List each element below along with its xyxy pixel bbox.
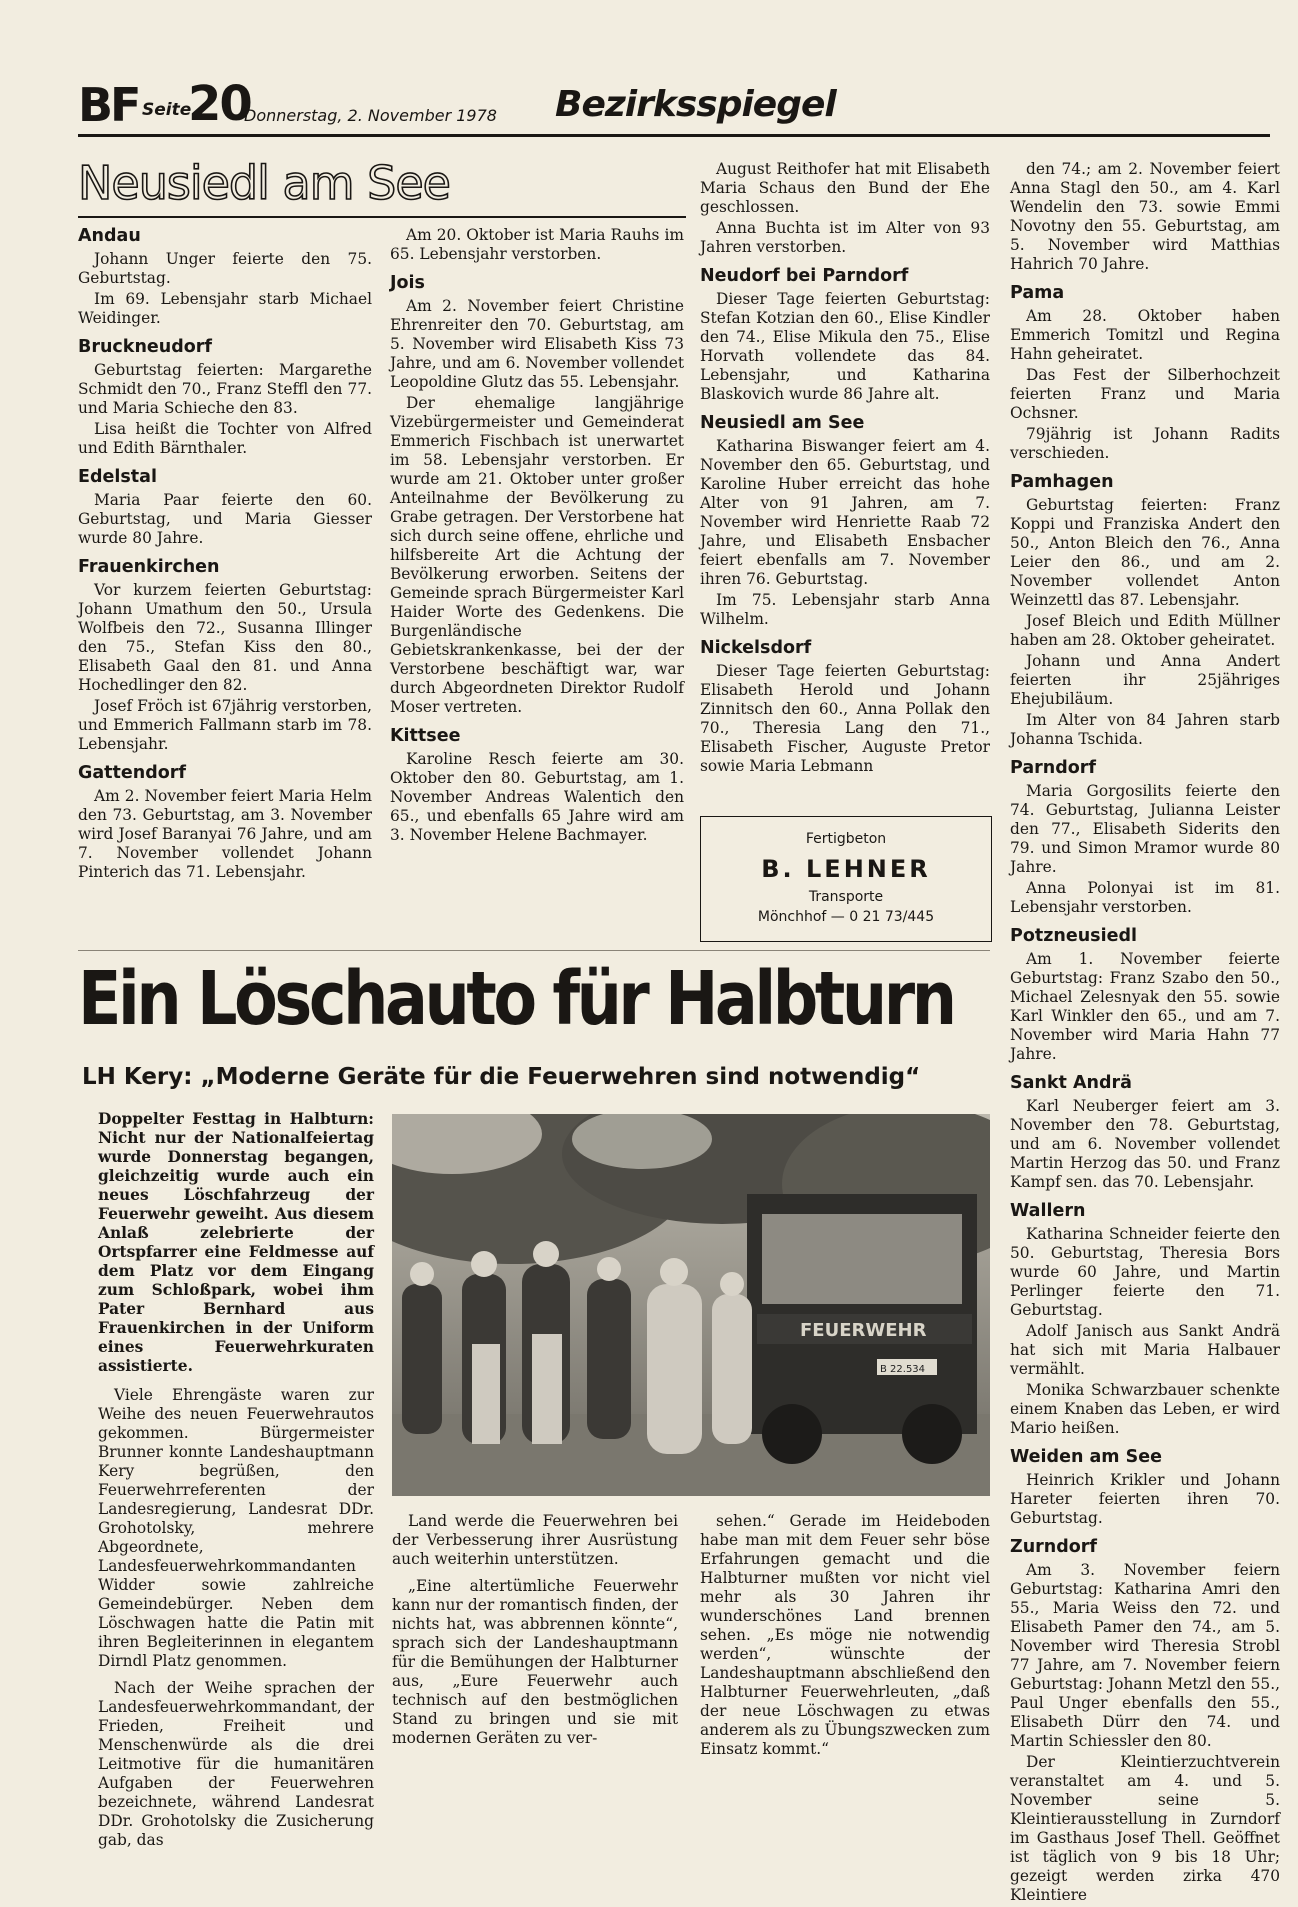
article-column-1-body [98, 1386, 374, 1850]
town-heading: Parndorf [1010, 758, 1097, 778]
news-column-1 [78, 226, 372, 884]
town-heading: Neusiedl am See [700, 413, 865, 433]
news-item: Am 2. November feiert Christine Ehrenreiter den 70. Geburtstag, am 5. November wird Elisabeth Kiss 73 Jahre, und am 6. November vollendet Leopoldine Glutz das 55. Lebensjahr. [390, 297, 684, 391]
article-rule [78, 950, 990, 951]
photo-truck-lettering: FEUERWEHR [800, 1320, 927, 1341]
town-heading: Weiden am See [1010, 1447, 1162, 1467]
news-item: Karl Neuberger feiert am 3. November den 78. Geburtstag, und am 6. November vollendet Martin Herzog das 50. und Franz Kampf sen. das 70. Lebensjahr. [1010, 1097, 1280, 1191]
news-item: Das Fest der Silberhochzeit feierten Franz und Maria Ochsner. [1010, 366, 1280, 422]
town-heading: Pamhagen [1010, 472, 1114, 492]
news-item: Vor kurzem feierten Geburtstag: Johann Umathum den 50., Ursula Wolfbeis den 72., Susanna Illinger den 75., Stefan Kiss den 80., Elisabeth Gaal den 81. und Anna Hochedlinger den 82. [78, 581, 372, 694]
section-title: Bezirksspiegel [555, 84, 836, 125]
town-heading: Jois [390, 273, 425, 293]
news-item: Adolf Janisch aus Sankt Andrä hat sich mit Maria Halbauer vermählt. [1010, 1322, 1280, 1378]
news-item: Lisa heißt die Tochter von Alfred und Edith Bärnthaler. [78, 420, 372, 457]
town-heading: Sankt Andrä [1010, 1073, 1132, 1093]
masthead: BF [78, 78, 139, 132]
page-word: Seite [142, 100, 192, 120]
news-item: Am 1. November feierte Geburtstag: Franz Szabo den 50., Michael Zelesnyak den 55. sowie Karl Winkler den 65., und am 7. November wird Maria Hahn 77 Jahre. [1010, 950, 1280, 1063]
ad-contact: Mönchhof — 0 21 73/445 [757, 909, 935, 925]
news-item: Karoline Resch feierte am 30. Oktober den 80. Geburtstag, am 1. November Andreas Walentich den 65., und ebenfalls 65 Jahre wird am 3. November Helene Bachmayer. [390, 750, 684, 844]
region-title: Neusiedl am See [78, 156, 450, 210]
article-photo [392, 1114, 990, 1496]
news-item: Josef Bleich und Edith Müllner haben am 28. Oktober geheiratet. [1010, 612, 1280, 649]
article-paragraph: Nach der Weihe sprachen der Landesfeuerwehrkommandant, der Frieden, Freiheit und Menschenwürde als die drei Leitmotive für die humanitären Aufgaben der Feuerwehren bezeichnete, während Landesrat DDr. Grohotolsky die Zusicherung gab, das [98, 1679, 374, 1849]
ad-line-3: Transporte [808, 889, 884, 905]
news-item: Katharina Schneider feierte den 50. Geburtstag, Theresia Bors wurde 60 Jahre, und Martin Perlinger feierte den 71. Geburtstag. [1010, 1225, 1280, 1319]
news-item: Anna Buchta ist im Alter von 93 Jahren verstorben. [700, 219, 990, 256]
town-heading: Edelstal [78, 467, 157, 487]
news-item: August Reithofer hat mit Elisabeth Maria Schaus den Bund der Ehe geschlossen. [700, 160, 990, 216]
town-heading: Zurndorf [1010, 1537, 1098, 1557]
news-item: Am 3. November feiern Geburtstag: Katharina Amri den 55., Maria Weiss den 72. und Elisabeth Pamer den 74., am 5. November wird Theresia Strobl 77 Jahre, am 7. November feiern Geburtstag: Johann Metzl den 55., Paul Unger ebenfalls den 55., Elisabeth Dürr den 74. und Martin Schiessler den 80. [1010, 1561, 1280, 1750]
article-column-3 [700, 1512, 990, 1767]
article-paragraph: „Eine altertümliche Feuerwehr kann nur der romantisch finden, der nichts hat, was abbrennen könnte“, sprach sich der Landeshauptmann für die Bemühungen der Halbturner aus, „Eure Feuerwehr auch technisch auf den bestmöglichen Stand zu bringen und sie mit modernen Geräten zu ver- [392, 1577, 678, 1747]
news-item: Im 69. Lebensjahr starb Michael Weidinger. [78, 290, 372, 327]
town-heading: Wallern [1010, 1201, 1086, 1221]
region-rule [78, 216, 686, 218]
news-item: Johann und Anna Andert feierten ihr 25jähriges Ehejubiläum. [1010, 652, 1280, 708]
article-paragraph: Land werde die Feuerwehren bei der Verbesserung ihrer Ausrüstung auch weiterhin unterstützen. [392, 1512, 678, 1568]
news-item: Dieser Tage feierten Geburtstag: Elisabeth Herold und Johann Zinnitsch den 60., Anna Pollak den 70., Theresia Lang den 71., Elisabeth Fischer, Auguste Pretor sowie Maria Lebmann [700, 662, 990, 775]
town-heading: Neudorf bei Parndorf [700, 266, 909, 286]
news-item: Heinrich Krikler und Johann Hareter feierten ihren 70. Geburtstag. [1010, 1471, 1280, 1527]
article-column-2 [392, 1512, 678, 1756]
header-rule [78, 134, 1270, 137]
article-paragraph: sehen.“ Gerade im Heideboden habe man mit dem Feuer sehr böse Erfahrungen gemacht und die Halbturner mußten vor nicht viel mehr als 30 Jahren ihr wunderschönes Land brennen sehen. „Es möge nie notwendig werden“, wünschte der Landeshauptmann abschließend den Halbturner Feuerwehrleuten, „daß der neue Löschwagen zu etwas anderem als zu Übungszwecken zum Einsatz kommt.“ [700, 1512, 990, 1758]
news-item: Anna Polonyai ist im 81. Lebensjahr verstorben. [1010, 879, 1280, 916]
news-item: Monika Schwarzbauer schenkte einem Knaben das Leben, er wird Mario heißen. [1010, 1381, 1280, 1437]
news-item: Geburtstag feierten: Franz Koppi und Franziska Andert den 50., Anton Bleich den 76., Anna Leier den 86., und am 2. November vollendet Anton Weinzettl das 87. Lebensjahr. [1010, 496, 1280, 609]
news-item: Katharina Biswanger feiert am 4. November den 65. Geburtstag, und Karoline Huber erreicht das hohe Alter von 91 Jahren, am 7. November wird Henriette Raab 72 Jahre, und Elisabeth Ensbacher feiert ebenfalls am 7. November ihren 76. Geburtstag. [700, 437, 990, 588]
advertisement-lehner [700, 816, 992, 942]
town-heading: Bruckneudorf [78, 337, 213, 357]
news-item: Josef Fröch ist 67jährig verstorben, und Emmerich Fallmann starb im 78. Lebensjahr. [78, 697, 372, 753]
news-item: Der Kleintierzuchtverein veranstaltet am 4. und 5. November seine 5. Kleintierausstellung in Zurndorf im Gasthaus Josef Thell. Geöffnet ist täglich von 9 bis 18 Uhr; gezeigt werden zirka 470 Kleintiere [1010, 1753, 1280, 1904]
news-item: Am 2. November feiert Maria Helm den 73. Geburtstag, am 3. November wird Josef Baranyai 76 Jahre, und am 7. November vollendet Johann Pinterich das 71. Lebensjahr. [78, 787, 372, 881]
news-column-2 [390, 226, 684, 847]
news-item: 79jährig ist Johann Radits verschieden. [1010, 425, 1280, 462]
news-item: Am 20. Oktober ist Maria Rauhs im 65. Lebensjahr verstorben. [390, 226, 684, 263]
news-item: Maria Paar feierte den 60. Geburtstag, und Maria Giesser wurde 80 Jahre. [78, 491, 372, 547]
news-item: Der ehemalige langjährige Vizebürgermeister und Gemeinderat Emmerich Fischbach ist unerwartet im 58. Lebensjahr verstorben. Er wurde am 21. Oktober unter großer Anteilnahme der Bevölkerung zu Grabe getragen. Der Verstorbene hat sich durch seine offene, ehrliche und hilfsbereite Art die Achtung der Bevölkerung erworben. Seitens der Gemeinde sprach Bürgermeister Karl Haider Worte des Gedenkens. Die Burgenländische Gebietskrankenkasse, bei der der Verstorbene beschäftigt war, war durch Abgeordneten Direktor Rudolf Moser vertreten. [390, 394, 684, 716]
article-paragraph: Viele Ehrengäste waren zur Weihe des neuen Feuerwehrautos gekommen. Bürgermeister Brunner konnte Landeshauptmann Kery begrüßen, den Feuerwehrreferenten der Landesregierung, Landesrat DDr. Grohotolsky, mehrere Abgeordnete, Landesfeuerwehrkommandanten Widder sowie zahlreiche Gemeindebürger. Neben dem Löschwagen hatte die Patin mit ihren Begleiterinnen in elegantem Dirndl Platz genommen. [98, 1386, 374, 1670]
news-item: den 74.; am 2. November feiert Anna Stagl den 50., am 4. Karl Wendelin den 73. sowie Emmi Novotny den 55. Geburtstag, am 5. November wird Matthias Hahrich 70 Jahre. [1010, 160, 1280, 273]
town-heading: Kittsee [390, 726, 461, 746]
news-item: Im 75. Lebensjahr starb Anna Wilhelm. [700, 591, 990, 628]
article-subhead: LH Kery: „Moderne Geräte für die Feuerwehren sind notwendig“ [82, 1064, 921, 1090]
town-heading: Andau [78, 226, 141, 246]
news-column-3 [700, 160, 990, 778]
photo-fire-truck-consecration [392, 1114, 990, 1496]
news-item: Johann Unger feierte den 75. Geburtstag. [78, 250, 372, 287]
news-item: Am 28. Oktober haben Emmerich Tomitzl und Regina Hahn geheiratet. [1010, 307, 1280, 363]
town-heading: Pama [1010, 283, 1065, 303]
photo-license-plate: B 22.534 [880, 1364, 926, 1375]
news-item: Im Alter von 84 Jahren starb Johanna Tschida. [1010, 711, 1280, 748]
town-heading: Gattendorf [78, 763, 187, 783]
news-item: Maria Gorgosilits feierte den 74. Geburtstag, Julianna Leister den 77., Elisabeth Siderits den 79. und Simon Mramor wurde 80 Jahre. [1010, 782, 1280, 876]
news-item: Dieser Tage feierten Geburtstag: Stefan Kotzian den 60., Elise Kindler den 74., Elise Mikula den 75., Elise Horvath vollendete das 84. Lebensjahr, und Katharina Blaskovich wurde 86 Jahre alt. [700, 290, 990, 403]
news-column-4 [1010, 160, 1280, 1907]
article-headline: Ein Löschauto für Halbturn [78, 956, 954, 1042]
issue-date: Donnerstag, 2. November 1978 [244, 106, 497, 125]
ad-line-1: Fertigbeton [805, 831, 887, 847]
article-lead: Doppelter Festtag in Halbturn: Nicht nur der Nationalfeiertag wurde Donnerstag begangen, gleichzeitig wurde auch ein neues Löschfahrzeug der Feuerwehr geweiht. Aus diesem Anlaß zelebrierte der Ortspfarrer eine Feldmesse auf dem Platz vor dem Eingang zum Schloßpark, wobei ihm Pater Bernhard aus Frauenkirchen in der Uniform eines Feuerwehrkuraten assistierte. [98, 1110, 374, 1375]
article-column-1 [98, 1110, 374, 1858]
page-number: 20 [188, 76, 251, 132]
ad-company: B. LEHNER [761, 855, 931, 883]
town-heading: Nickelsdorf [700, 638, 812, 658]
town-heading: Potzneusiedl [1010, 926, 1137, 946]
news-item: Geburtstag feierten: Margarethe Schmidt den 70., Franz Steffl den 77. und Maria Schieche den 83. [78, 361, 372, 417]
town-heading: Frauenkirchen [78, 557, 220, 577]
